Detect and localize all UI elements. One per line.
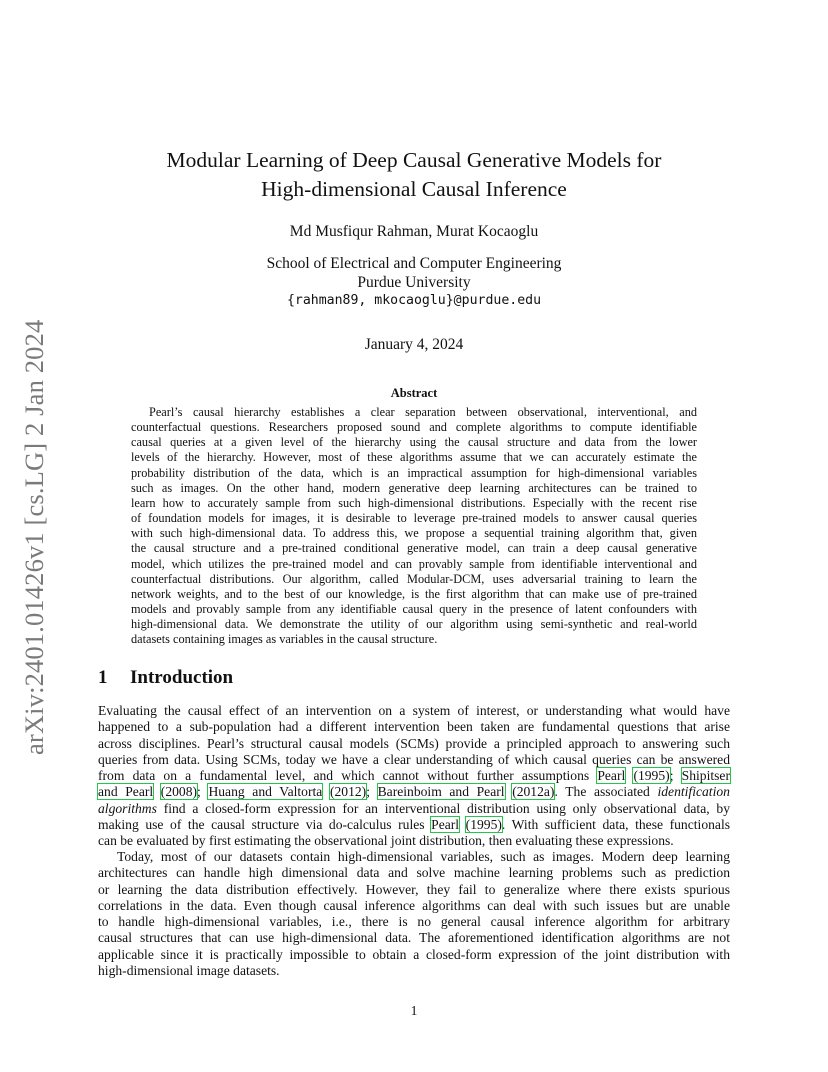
section-heading-introduction — [98, 667, 233, 689]
affiliation-block — [100, 255, 728, 311]
abstract-line: model, which utilizes the pre-trained model and can provably sample from identifiable interventional and — [131, 556, 697, 571]
section-number: 1 — [98, 667, 108, 688]
abstract-line: network weights, and to the best of our knowledge, is the first algorithm that can make use of pre-trained — [131, 586, 697, 601]
citation-separator: ; — [197, 784, 209, 800]
body-line: Today, most of our datasets contain high-dimensional variables, such as images. Modern deep learning — [117, 849, 730, 864]
body-line — [98, 817, 730, 833]
author-email: {rahman89, mkocaoglu}@purdue.edu — [286, 293, 542, 308]
abstract-line: counterfactual questions. Researchers proposed sound and complete algorithms to compute identifiable — [131, 420, 697, 435]
abstract-line: datasets containing images as variables in the causal structure. — [131, 632, 438, 647]
intro-paragraph-2 — [98, 849, 730, 979]
body-line: Evaluating the causal effect of an intervention on a system of interest, or understanding what would have — [98, 703, 730, 718]
citation-link-bareinboim-pearl-year[interactable]: (2012a) — [512, 784, 555, 800]
body-line — [98, 768, 730, 784]
citation-link-pearl-year[interactable]: (1995) — [633, 768, 670, 783]
abstract-line: high-dimensional data. We demonstrate the utility of our algorithm using semi-synthetic and real-world — [131, 617, 697, 632]
paper-date: January 4, 2024 — [364, 336, 464, 353]
abstract-line: the causal structure and a pre-trained conditional generative model, can train a deep causal generative — [131, 541, 697, 556]
abstract-line: with such high-dimensional data. To address this, we propose a sequential training algorithm that, given — [131, 526, 697, 541]
body-line: high-dimensional image datasets. — [98, 962, 280, 978]
body-line: happened to a sub-population had a different intervention been taken are fundamental questions that arise — [98, 719, 730, 735]
body-line: correlations in the data. Even though causal inference algorithms can deal with such issues but are unable — [98, 897, 730, 913]
arxiv-identifier: arXiv:2401.01426v1 [cs.LG] 2 Jan 2024 — [19, 319, 49, 755]
body-text-run: . With sufficient data, these functionals — [501, 816, 731, 832]
body-text-run: making use of the causal structure via do-calculus rules — [98, 816, 432, 832]
body-line — [98, 801, 730, 817]
citation-link-pearl[interactable]: Pearl — [431, 816, 460, 832]
abstract-body — [131, 405, 697, 648]
abstract-line: levels of the hierarchy. However, most of these algorithms assume that we can accurately estimate the — [131, 450, 697, 465]
title-line-1: Modular Learning of Deep Causal Generative Models for — [166, 148, 662, 172]
abstract-line: models and provably sample from any identifiable causal query in the presence of latent confounders with — [131, 602, 697, 617]
abstract-heading: Abstract — [390, 386, 438, 400]
abstract-line: of foundation models for images, it is desirable to leverage pre-trained models to answer causal queries — [131, 511, 697, 526]
abstract-line: Pearl’s causal hierarchy establishes a clear separation between observational, interventional, and — [149, 405, 697, 419]
citation-link-shpitser[interactable]: Shipitser — [681, 768, 730, 783]
body-line: applicable since it is practically impossible to obtain a closed-form expression of the joint distribution with — [98, 946, 730, 962]
paper-title — [100, 146, 728, 204]
citation-link-huang-valtorta[interactable]: Huang and Valtorta — [208, 784, 323, 800]
citation-link-bareinboim-pearl[interactable]: Bareinboim and Pearl — [377, 784, 505, 800]
body-line — [98, 784, 730, 800]
body-line: causal structures that can use high-dimensional data. The aforementioned identification algorithms are not — [98, 930, 730, 946]
citation-link-pearl[interactable]: Pearl — [597, 768, 626, 783]
abstract-line: causal queries at a given level of the hierarchy using the causal structure and data from the lower — [131, 435, 697, 450]
italic-term: identification — [657, 784, 730, 800]
author-list: Md Musfiqur Rahman, Murat Kocaoglu — [289, 223, 539, 240]
italic-term: algorithms — [98, 800, 157, 816]
page-number: 1 — [410, 1003, 418, 1018]
body-line: architectures can handle high dimensional data and solve machine learning problems such as prediction — [98, 865, 730, 881]
body-text-run: . The associated — [554, 784, 658, 800]
citation-separator: ; — [669, 768, 682, 783]
citation-link-pearl-year[interactable]: (1995) — [465, 816, 502, 832]
body-line: queries from data. Using SCMs, today we have a clear understanding of which causal queries can be answered — [98, 751, 730, 767]
abstract-line: such as images. On the other hand, modern generative deep learning architectures can be trained to — [131, 480, 697, 495]
abstract-line: counterfactual distributions. Our algorithm, called Modular-DCM, uses adversarial training to learn the — [131, 571, 697, 586]
intro-paragraph-1 — [98, 703, 730, 849]
affiliation-school: School of Electrical and Computer Engineering — [266, 255, 562, 272]
abstract-line: learn how to accurately sample from such high-dimensional distributions. Especially with the recent rise — [131, 495, 697, 510]
body-line: can be evaluated by first estimating the observational joint distribution, then evaluating these expressions. — [98, 833, 674, 848]
citation-separator: ; — [366, 784, 378, 800]
affiliation-university: Purdue University — [357, 273, 471, 291]
citation-link-shpitser-cont[interactable]: and Pearl — [98, 784, 154, 800]
citation-link-shpitser-year[interactable]: (2008) — [160, 784, 198, 800]
body-text-run: from data on a fundamental level, and which cannot without further assumptions — [98, 768, 598, 783]
body-line: to handle high-dimensional variables, i.e., there is no general causal inference algorithm for arbitrary — [98, 914, 730, 929]
citation-link-huang-valtorta-year[interactable]: (2012) — [329, 784, 367, 800]
abstract-line: probability distribution of the data, which is an impractical assumption for high-dimensional variables — [131, 465, 697, 480]
body-text-run: find a closed-form expression for an interventional distribution using only observational data, by — [156, 800, 730, 816]
section-title: Introduction — [130, 667, 234, 688]
body-line: across disciplines. Pearl’s structural causal models (SCMs) provide a principled approach to answering such — [98, 735, 730, 751]
title-line-2: High-dimensional Causal Inference — [261, 177, 567, 201]
arxiv-watermark — [18, 300, 54, 755]
body-line: or learning the data distribution effectively. However, they fail to generalize where there exists spurious — [98, 881, 730, 897]
